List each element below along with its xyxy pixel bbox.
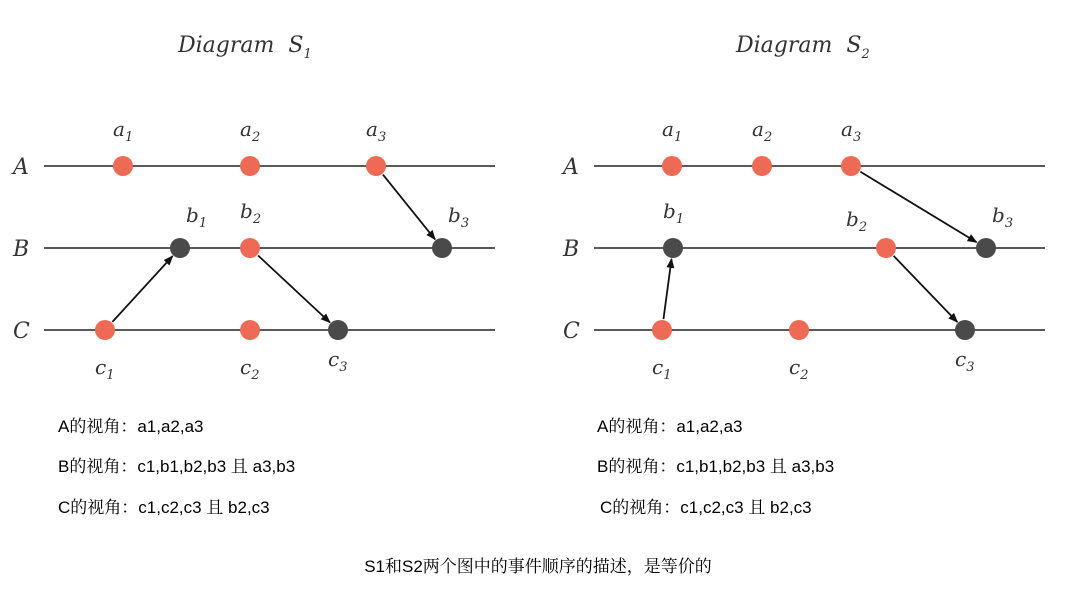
view-a: A的视角：a1,a2,a3 bbox=[58, 417, 204, 436]
event-label-b3: $b_3$ bbox=[992, 203, 1014, 231]
event-label-a1: $a_1$ bbox=[113, 117, 134, 145]
event-c3 bbox=[955, 320, 975, 340]
event-label-a1: $a_1$ bbox=[662, 117, 683, 145]
process-label-a: A bbox=[13, 155, 29, 180]
message-b2-to-c3 bbox=[894, 256, 958, 322]
event-c1 bbox=[652, 320, 672, 340]
view-descriptions bbox=[597, 417, 834, 517]
event-b3 bbox=[976, 238, 996, 258]
event-c2 bbox=[240, 320, 260, 340]
view-c: C的视角：c1,c2,c3 且 b2,c3 bbox=[600, 498, 812, 517]
caption: S1和S2两个图中的事件顺序的描述，是等价的 bbox=[364, 557, 712, 576]
timelines bbox=[561, 155, 1045, 344]
message-a3-to-b3 bbox=[860, 172, 976, 243]
process-label-c: C bbox=[563, 319, 580, 344]
messages bbox=[663, 172, 976, 322]
event-b1 bbox=[663, 238, 683, 258]
event-label-a3: $a_3$ bbox=[841, 117, 862, 145]
event-label-c3: $c_3$ bbox=[328, 347, 348, 375]
view-b: B的视角：c1,b1,b2,b3 且 a3,b3 bbox=[58, 457, 296, 476]
event-a2 bbox=[240, 156, 260, 176]
event-a3 bbox=[841, 156, 861, 176]
event-label-b2: $b_2$ bbox=[240, 199, 262, 227]
event-a3 bbox=[366, 156, 386, 176]
events bbox=[95, 117, 469, 383]
diagram-s1 bbox=[11, 33, 495, 517]
view-b: B的视角：c1,b1,b2,b3 且 a3,b3 bbox=[597, 457, 835, 476]
diagram-s2 bbox=[561, 33, 1045, 517]
event-label-b2: $b_2$ bbox=[846, 207, 868, 235]
event-c3 bbox=[328, 320, 348, 340]
process-label-b: B bbox=[13, 237, 30, 262]
view-a: A的视角：a1,a2,a3 bbox=[597, 417, 743, 436]
events bbox=[652, 117, 1013, 383]
event-c1 bbox=[95, 320, 115, 340]
event-b3 bbox=[432, 238, 452, 258]
process-label-b: B bbox=[563, 237, 580, 262]
event-label-a2: $a_2$ bbox=[752, 117, 773, 145]
process-label-a: A bbox=[563, 155, 579, 180]
event-b1 bbox=[170, 238, 190, 258]
event-c2 bbox=[789, 320, 809, 340]
message-c1-to-b1 bbox=[112, 256, 172, 322]
event-label-b3: $b_3$ bbox=[448, 203, 470, 231]
event-label-c2: $c_2$ bbox=[240, 355, 260, 383]
message-c1-to-b1 bbox=[663, 259, 671, 319]
message-b2-to-c3 bbox=[258, 255, 330, 322]
event-a1 bbox=[113, 156, 133, 176]
event-b2 bbox=[876, 238, 896, 258]
event-a1 bbox=[662, 156, 682, 176]
event-label-b1: $b_1$ bbox=[186, 203, 208, 231]
diagram-title: Diagram $S_1$ bbox=[178, 33, 312, 62]
event-label-c1: $c_1$ bbox=[95, 355, 115, 383]
event-label-b1: $b_1$ bbox=[663, 199, 685, 227]
message-a3-to-b3 bbox=[383, 175, 435, 240]
process-label-c: C bbox=[13, 319, 30, 344]
view-c: C的视角：c1,c2,c3 且 b2,c3 bbox=[58, 498, 270, 517]
event-label-c2: $c_2$ bbox=[789, 355, 809, 383]
event-a2 bbox=[752, 156, 772, 176]
event-b2 bbox=[240, 238, 260, 258]
event-label-a3: $a_3$ bbox=[366, 117, 387, 145]
diagram-title: Diagram $S_2$ bbox=[736, 33, 870, 62]
event-label-c3: $c_3$ bbox=[955, 347, 975, 375]
view-descriptions bbox=[58, 417, 295, 517]
event-label-a2: $a_2$ bbox=[240, 117, 261, 145]
event-label-c1: $c_1$ bbox=[652, 355, 672, 383]
